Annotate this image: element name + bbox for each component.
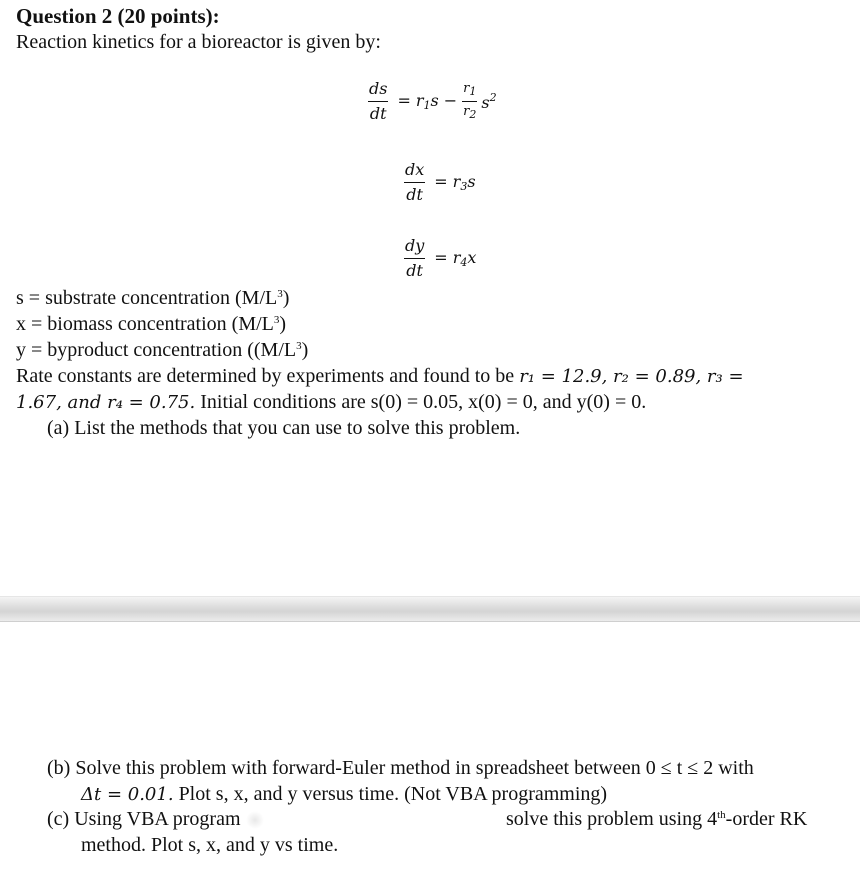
rate-ratio-fraction: $\frac{r_1}{r_2}$ xyxy=(463,81,477,121)
derivative-fraction: $\frac{ds}{dt}$ xyxy=(369,79,388,123)
intro-text: Reaction kinetics for a bioreactor is given by: xyxy=(16,31,381,53)
part-c-line2: method. Plot s, x, and y vs time. xyxy=(81,834,339,856)
part-c-line1-right: solve this problem using 4th-order RK xyxy=(506,808,808,830)
derivative-fraction: $\frac{dy}{dt}$ xyxy=(405,236,425,280)
part-b-line1: (b) Solve this problem with forward-Euler method in spreadsheet between 0 ≤ t ≤ 2 with xyxy=(47,757,754,779)
equation-dy-dt: $\frac{dy}{dt}$ = $r_4x$ xyxy=(405,236,477,280)
equation-dx-dt: $\frac{dx}{dt}$ = $r_3s$ xyxy=(405,160,476,204)
definition-y: y = byproduct concentration ($(M/L^3)$ xyxy=(16,339,309,361)
equation-ds-dt: $\frac{ds}{dt}$ = $r_1s$ − $\frac{r_1}{r_2}$ $s^2$ xyxy=(369,79,497,123)
part-c-line1-left: (c) Using VBA program xyxy=(47,808,264,831)
derivative-fraction: $\frac{dx}{dt}$ xyxy=(405,160,425,204)
part-b-line2: Δt = 0.01. Plot s, x, and y versus time. (Not VBA programming) xyxy=(81,783,608,805)
equation-rhs: = $r_1s$ − xyxy=(397,91,458,112)
question-title: Question 2 (20 points): xyxy=(16,4,220,28)
definition-s: s = substrate concentration $(M/L^3)$ xyxy=(16,287,290,309)
smudge-mark xyxy=(246,811,264,829)
rate-constants-line1: Rate constants are determined by experiments and found to be r₁ = 12.9, r₂ = 0.89, r₃ = xyxy=(16,365,744,387)
page-separator xyxy=(0,596,860,622)
part-a: (a) List the methods that you can use to solve this problem. xyxy=(47,417,521,439)
definition-x: x = biomass concentration $(M/L^3)$ xyxy=(16,313,287,335)
rate-constants-line2: 1.67, and r₄ = 0.75. Initial conditions are s(0) = 0.05, x(0) = 0, and y(0) = 0. xyxy=(16,391,647,413)
